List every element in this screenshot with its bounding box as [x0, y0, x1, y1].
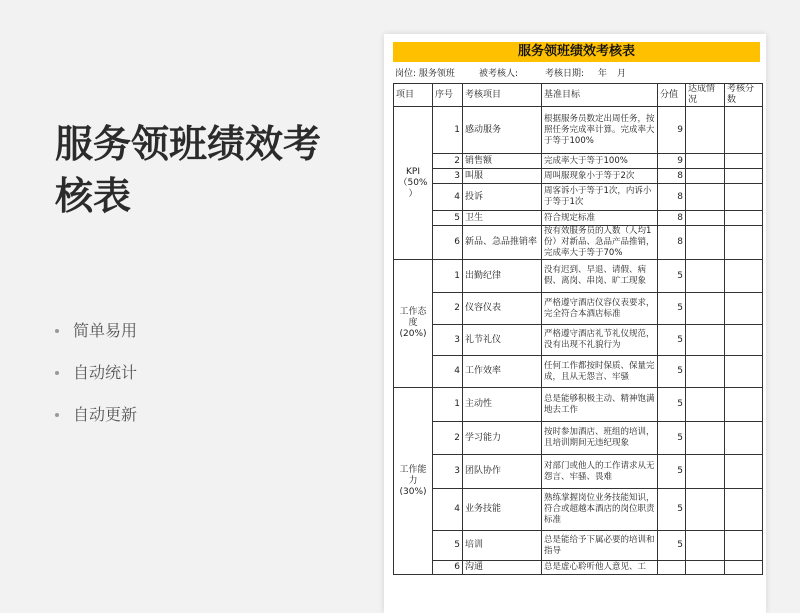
- assessment-score-cell[interactable]: [725, 455, 763, 489]
- achievement-cell[interactable]: [686, 422, 725, 455]
- table-row: [394, 211, 763, 226]
- score-cell: 5: [658, 388, 686, 422]
- seq-cell: 5: [433, 531, 463, 561]
- assessment-table: [393, 83, 763, 575]
- seq-cell: 1: [433, 107, 463, 154]
- score-cell: [658, 561, 686, 575]
- table-row: [394, 325, 763, 356]
- seq-cell: 2: [433, 293, 463, 325]
- category-cell: 工作能力 (30%): [394, 388, 433, 575]
- bullet-dot-icon: [55, 329, 59, 333]
- standard-cell: 没有迟到、早退、请假、病假、离岗、串岗、旷工现象: [542, 260, 658, 293]
- seq-cell: 3: [433, 455, 463, 489]
- table-row: [394, 388, 763, 422]
- assessment-score-cell[interactable]: [725, 107, 763, 154]
- achievement-cell[interactable]: [686, 184, 725, 211]
- item-cell: 卫生: [463, 211, 542, 226]
- score-cell: 5: [658, 531, 686, 561]
- seq-cell: 6: [433, 226, 463, 260]
- table-row: [394, 169, 763, 184]
- assessment-score-cell[interactable]: [725, 260, 763, 293]
- assessment-score-cell[interactable]: [725, 561, 763, 575]
- assessment-score-cell[interactable]: [725, 356, 763, 388]
- seq-cell: 6: [433, 561, 463, 575]
- score-cell: 5: [658, 260, 686, 293]
- standard-cell: 对部门或他人的工作请求从无怨言、牢骚、畏难: [542, 455, 658, 489]
- table-row: [394, 455, 763, 489]
- column-header: 达成情况: [686, 84, 725, 107]
- assessment-score-cell[interactable]: [725, 184, 763, 211]
- feature-list: [55, 310, 137, 436]
- score-cell: 5: [658, 422, 686, 455]
- assessment-sheet: [384, 34, 766, 613]
- table-row: [394, 154, 763, 169]
- item-cell: 销售额: [463, 154, 542, 169]
- item-cell: 主动性: [463, 388, 542, 422]
- score-cell: 9: [658, 107, 686, 154]
- table-row: [394, 489, 763, 531]
- achievement-cell[interactable]: [686, 489, 725, 531]
- category-cell: KPI （50% ）: [394, 107, 433, 260]
- standard-cell: 根据服务员数定出周任务，按照任务完成率计算。完成率大于等于100%: [542, 107, 658, 154]
- seq-cell: 3: [433, 325, 463, 356]
- year-label: 年: [598, 69, 608, 79]
- score-cell: 8: [658, 169, 686, 184]
- seq-cell: 4: [433, 489, 463, 531]
- table-row: [394, 356, 763, 388]
- table-header-row: [394, 84, 763, 107]
- date-label: 考核日期:: [545, 69, 585, 79]
- assessment-score-cell[interactable]: [725, 293, 763, 325]
- standard-cell: 周客诉小于等于1次，内诉小于等于1次: [542, 184, 658, 211]
- assessment-score-cell[interactable]: [725, 211, 763, 226]
- position-label: 岗位: 服务领班: [395, 69, 455, 79]
- seq-cell: 3: [433, 169, 463, 184]
- item-cell: 礼节礼仪: [463, 325, 542, 356]
- score-cell: 9: [658, 154, 686, 169]
- item-cell: 培训: [463, 531, 542, 561]
- seq-cell: 4: [433, 356, 463, 388]
- achievement-cell[interactable]: [686, 107, 725, 154]
- assessment-score-cell[interactable]: [725, 531, 763, 561]
- assessment-score-cell[interactable]: [725, 226, 763, 260]
- assessment-score-cell[interactable]: [725, 154, 763, 169]
- standard-cell: 符合规定标准: [542, 211, 658, 226]
- item-cell: 业务技能: [463, 489, 542, 531]
- item-cell: 出勤纪律: [463, 260, 542, 293]
- page-title: 服务领班绩效考核表: [55, 122, 322, 218]
- sheet-meta: [393, 65, 760, 83]
- item-cell: 叫服: [463, 169, 542, 184]
- table-row: [394, 107, 763, 154]
- standard-cell: 总是能够积极主动、精神饱满地去工作: [542, 388, 658, 422]
- assessment-score-cell[interactable]: [725, 169, 763, 184]
- seq-cell: 5: [433, 211, 463, 226]
- seq-cell: 1: [433, 388, 463, 422]
- item-cell: 感动服务: [463, 107, 542, 154]
- column-header: 序号: [433, 84, 463, 107]
- item-cell: 学习能力: [463, 422, 542, 455]
- score-cell: 5: [658, 489, 686, 531]
- achievement-cell[interactable]: [686, 388, 725, 422]
- achievement-cell[interactable]: [686, 169, 725, 184]
- item-cell: 沟通: [463, 561, 542, 575]
- item-cell: 新品、急品推销率: [463, 226, 542, 260]
- table-row: [394, 293, 763, 325]
- item-cell: 投诉: [463, 184, 542, 211]
- item-cell: 仪容仪表: [463, 293, 542, 325]
- achievement-cell[interactable]: [686, 211, 725, 226]
- score-cell: 8: [658, 226, 686, 260]
- score-cell: 5: [658, 325, 686, 356]
- achievement-cell[interactable]: [686, 226, 725, 260]
- seq-cell: 2: [433, 154, 463, 169]
- seq-cell: 4: [433, 184, 463, 211]
- standard-cell: 完成率大于等于100%: [542, 154, 658, 169]
- achievement-cell[interactable]: [686, 356, 725, 388]
- standard-cell: 熟练掌握岗位业务技能知识，符合或超越本酒店的岗位职责标准: [542, 489, 658, 531]
- standard-cell: 按时参加酒店、班组的培训，且培训期间无违纪现象: [542, 422, 658, 455]
- seq-cell: 1: [433, 260, 463, 293]
- assessment-score-cell[interactable]: [725, 489, 763, 531]
- column-header: 基准目标: [542, 84, 658, 107]
- standard-cell: 总是能给予下属必要的培训和指导: [542, 531, 658, 561]
- standard-cell: 严格遵守酒店仪容仪表要求，完全符合本酒店标准: [542, 293, 658, 325]
- feature-item: 自动统计: [55, 352, 137, 394]
- score-cell: 8: [658, 184, 686, 211]
- item-cell: 团队协作: [463, 455, 542, 489]
- column-header: 项目: [394, 84, 433, 107]
- standard-cell: 按有效服务员的人数（人均1份）对新品、急品产品推销，完成率大于等于70%: [542, 226, 658, 260]
- table-row: [394, 531, 763, 561]
- score-cell: 5: [658, 293, 686, 325]
- score-cell: 5: [658, 455, 686, 489]
- standard-cell: 总是虚心聆听他人意见、工: [542, 561, 658, 575]
- standard-cell: 严格遵守酒店礼节礼仪规范，没有出现不礼貌行为: [542, 325, 658, 356]
- assessment-score-cell[interactable]: [725, 422, 763, 455]
- item-cell: 工作效率: [463, 356, 542, 388]
- column-header: 考核项目: [463, 84, 542, 107]
- assessment-score-cell[interactable]: [725, 325, 763, 356]
- assessment-score-cell[interactable]: [725, 388, 763, 422]
- achievement-cell[interactable]: [686, 325, 725, 356]
- table-row: [394, 226, 763, 260]
- achievement-cell[interactable]: [686, 154, 725, 169]
- standard-cell: 任何工作都按时保质、保量完成，且从无怨言、牢骚: [542, 356, 658, 388]
- bullet-dot-icon: [55, 413, 59, 417]
- feature-item: 简单易用: [55, 310, 137, 352]
- assessee-label: 被考核人:: [479, 69, 519, 79]
- seq-cell: 2: [433, 422, 463, 455]
- column-header: 考核分数: [725, 84, 763, 107]
- category-cell: 工作态度 (20%): [394, 260, 433, 388]
- column-header: 分值: [658, 84, 686, 107]
- standard-cell: 周叫服现象小于等于2次: [542, 169, 658, 184]
- achievement-cell[interactable]: [686, 260, 725, 293]
- score-cell: 5: [658, 356, 686, 388]
- sheet-title: 服务领班绩效考核表: [393, 42, 760, 62]
- score-cell: 8: [658, 211, 686, 226]
- achievement-cell[interactable]: [686, 455, 725, 489]
- month-label: 月: [617, 69, 627, 79]
- achievement-cell[interactable]: [686, 561, 725, 575]
- table-row: [394, 422, 763, 455]
- table-row: [394, 561, 763, 575]
- table-row: [394, 260, 763, 293]
- table-row: [394, 184, 763, 211]
- achievement-cell[interactable]: [686, 293, 725, 325]
- bullet-dot-icon: [55, 371, 59, 375]
- achievement-cell[interactable]: [686, 531, 725, 561]
- feature-item: 自动更新: [55, 394, 137, 436]
